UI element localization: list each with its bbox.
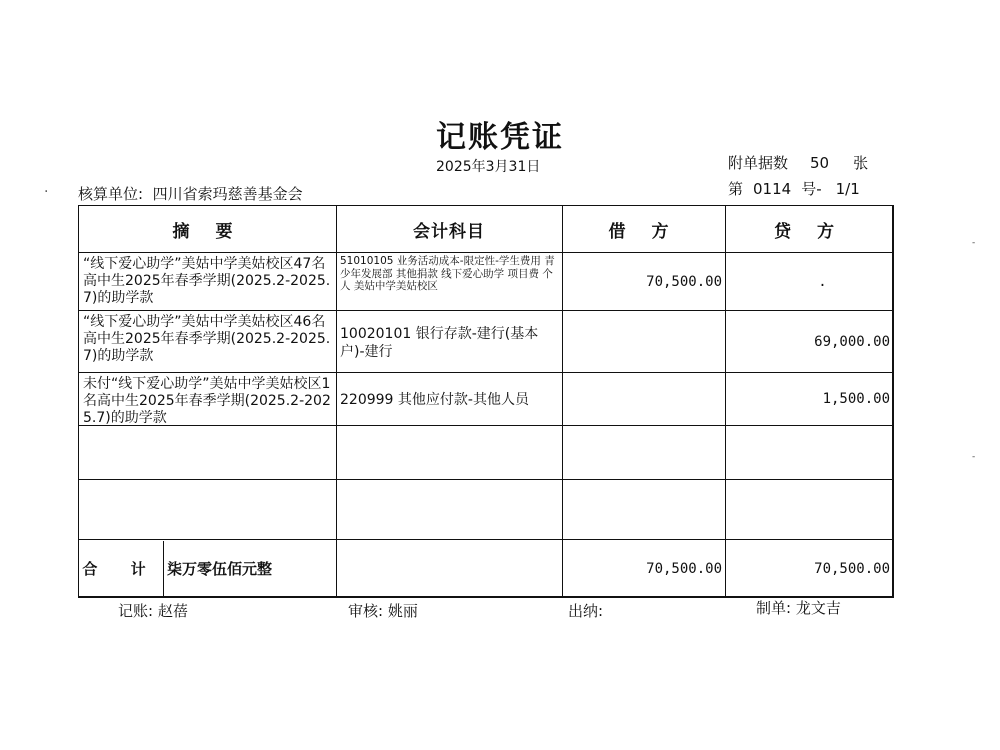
scan-mark: -	[972, 452, 976, 462]
total-label: 合 计	[82, 560, 160, 578]
attachments-unit: 张	[853, 154, 869, 172]
table-divider	[79, 479, 892, 480]
voucher-title: 记账凭证	[436, 120, 564, 155]
total-amount-words: 柒万零伍佰元整	[167, 560, 273, 578]
table-row-3-debit	[562, 373, 725, 425]
maker	[756, 597, 841, 618]
scan-dot: ·	[44, 184, 49, 200]
total-credit: 70,500.00	[814, 560, 890, 577]
voucher-date: 2025年3月31日	[436, 159, 541, 175]
attachments-number: 50	[810, 154, 830, 172]
table-row-2-account: 10020101 银行存款-建行(基本户)-建行	[340, 325, 539, 360]
cashier-label: 出纳:	[568, 602, 604, 620]
table-row-1-credit: .	[818, 273, 827, 290]
voucher-table	[78, 205, 894, 598]
bookkeeper-name: 赵蓓	[157, 602, 188, 620]
table-row-1-account: 51010105 业务活动成本-限定性-学生费用 青少年发展部 其他捐款 线下爱心助学 项目费 个人 美姑中学美姑校区	[340, 255, 555, 292]
cashier	[568, 600, 608, 621]
voucher-number-value: 0114	[753, 180, 792, 198]
table-row-3-summary: 未付“线下爱心助学”美姑中学美姑校区1名高中生2025年春季学期(2025.2-2025.7)的助学款	[83, 376, 331, 425]
header-summary: 摘 要	[172, 221, 243, 242]
attachments-count	[728, 152, 868, 173]
auditor-label: 审核:	[348, 602, 384, 620]
auditor	[348, 600, 418, 621]
header-debit: 借 方	[608, 221, 679, 242]
accounting-unit-name: 四川省索玛慈善基金会	[152, 185, 303, 203]
accounting-unit	[78, 183, 303, 204]
scan-mark: -	[972, 238, 976, 248]
auditor-name: 姚丽	[387, 602, 418, 620]
total-debit: 70,500.00	[646, 560, 722, 577]
table-row-3-account: 220999 其他应付款-其他人员	[340, 392, 529, 408]
table-row-2-summary: “线下爱心助学”美姑中学美姑校区46名高中生2025年春季学期(2025.2-2025.7)的助学款	[83, 314, 331, 364]
maker-name: 龙文吉	[795, 599, 841, 617]
table-row-1-summary: “线下爱心助学”美姑中学美姑校区47名高中生2025年春季学期(2025.2-2025.7)的助学款	[83, 256, 331, 306]
bookkeeper	[118, 600, 188, 621]
voucher-number-suffix: 号-	[801, 180, 822, 198]
table-divider	[79, 425, 892, 426]
table-row-2-credit: 69,000.00	[814, 333, 890, 350]
maker-label: 制单:	[756, 599, 792, 617]
attachments-label: 附单据数	[728, 154, 789, 172]
table-row-3-credit: 1,500.00	[822, 391, 890, 407]
table-row-1-debit: 70,500.00	[646, 273, 722, 290]
voucher-number-prefix: 第	[728, 180, 744, 198]
accounting-unit-label: 核算单位:	[78, 185, 144, 203]
header-account: 会计科目	[413, 221, 485, 242]
voucher-page: 1/1	[835, 180, 860, 198]
bookkeeper-label: 记账:	[118, 602, 154, 620]
header-credit: 贷 方	[774, 221, 844, 242]
table-row-2-debit	[562, 311, 725, 372]
voucher-number	[728, 178, 870, 199]
